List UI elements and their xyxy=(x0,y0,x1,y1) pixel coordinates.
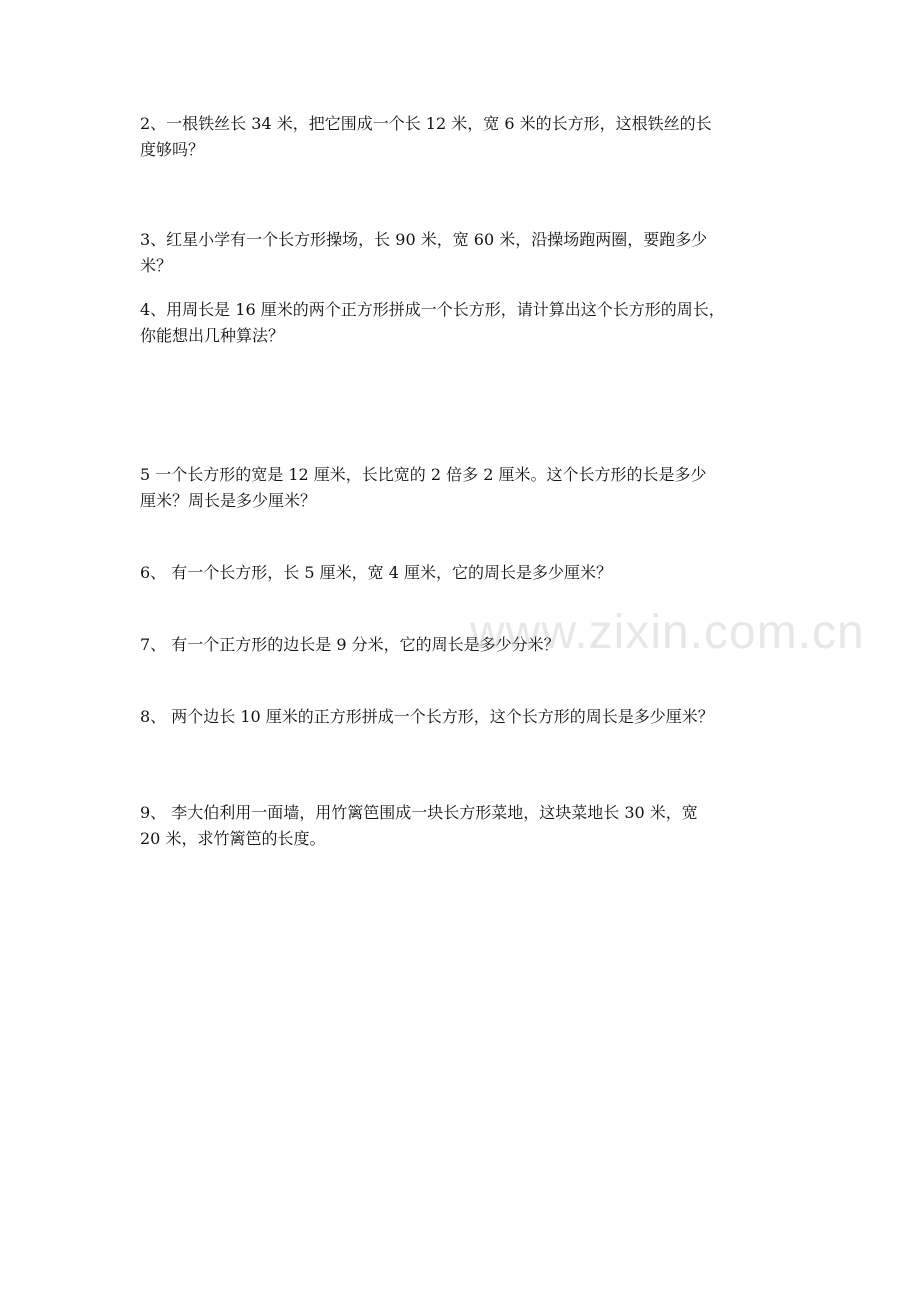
problem-4-line-2: 你能想出几种算法？ xyxy=(140,326,285,345)
problem-3-line-2: 米？ xyxy=(140,256,173,275)
problem-5 xyxy=(140,462,785,514)
problem-8-line-1: 8、 两个边长 10 厘米的正方形拼成一个长方形，这个长方形的周长是多少厘米？ xyxy=(140,707,714,726)
problem-6 xyxy=(140,560,785,586)
problem-9-line-2: 20 米，求竹篱笆的长度。 xyxy=(140,829,326,848)
problem-9 xyxy=(140,800,785,852)
problem-2 xyxy=(140,111,785,163)
problem-4 xyxy=(140,297,785,349)
problem-5-line-1: 5 一个长方形的宽是 12 厘米，长比宽的 2 倍多 2 厘米。这个长方形的长是多少 xyxy=(140,465,707,484)
problem-2-line-2: 度够吗？ xyxy=(140,140,205,159)
watermark: www.zixin.com.cn xyxy=(470,606,865,659)
problem-8 xyxy=(140,704,785,730)
problem-6-line-1: 6、 有一个长方形，长 5 厘米，宽 4 厘米，它的周长是多少厘米？ xyxy=(140,563,612,582)
problem-4-line-1: 4、用周长是 16 厘米的两个正方形拼成一个长方形，请计算出这个长方形的周长， xyxy=(140,300,725,319)
problem-7-line-1: 7、 有一个正方形的边长是 9 分米，它的周长是多少分米？ xyxy=(140,635,560,654)
problem-3-line-1: 3、红星小学有一个长方形操场，长 90 米，宽 60 米，沿操场跑两圈，要跑多少 xyxy=(140,230,708,249)
problem-3 xyxy=(140,227,785,279)
problem-9-line-1: 9、 李大伯利用一面墙，用竹篱笆围成一块长方形菜地，这块菜地长 30 米，宽 xyxy=(140,803,698,822)
problem-2-line-1: 2、一根铁丝长 34 米，把它围成一个长 12 米，宽 6 米的长方形，这根铁丝的长 xyxy=(140,114,712,133)
problem-5-line-2: 厘米？周长是多少厘米？ xyxy=(140,491,317,510)
